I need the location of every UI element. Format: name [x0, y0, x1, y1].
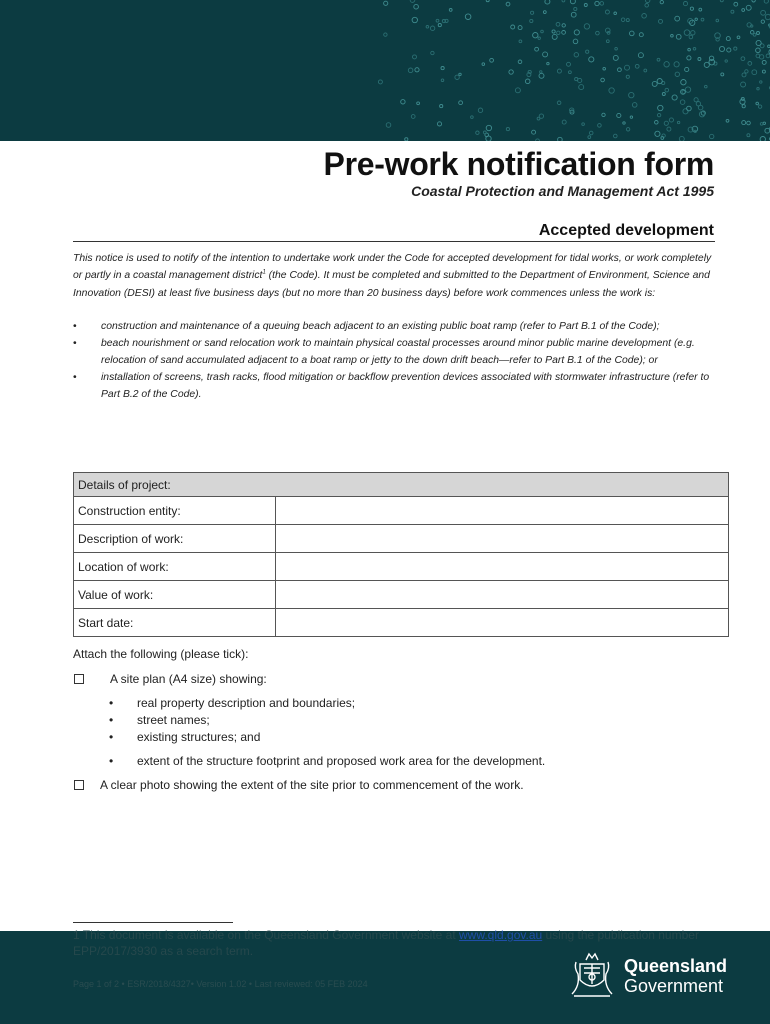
decorative-dot: [726, 119, 729, 122]
decorative-dot: [417, 102, 420, 105]
decorative-dot: [695, 18, 697, 20]
decorative-dot: [661, 137, 664, 140]
decorative-dot: [511, 25, 515, 29]
decorative-dot: [756, 102, 759, 105]
decorative-dot: [589, 57, 594, 62]
decorative-dot: [506, 2, 510, 6]
decorative-dot: [626, 128, 629, 131]
decorative-dot: [556, 22, 560, 26]
qld-website-link[interactable]: www.qld.gov.au: [459, 928, 543, 942]
decorative-dot: [562, 0, 565, 2]
description-of-work-field[interactable]: [276, 525, 729, 553]
decorative-dot: [506, 128, 509, 131]
decorative-dot: [688, 48, 691, 51]
decorative-dot: [614, 12, 617, 15]
decorative-dot: [655, 121, 659, 125]
decorative-dot: [486, 136, 491, 141]
decorative-dot: [747, 134, 750, 137]
decorative-dot: [621, 18, 625, 22]
decorative-dot: [664, 62, 669, 67]
decorative-dot: [679, 136, 684, 141]
decorative-dot: [562, 120, 566, 124]
decorative-dot: [646, 0, 650, 3]
decorative-dot: [639, 33, 643, 37]
decorative-dot: [415, 68, 419, 72]
decorative-dot: [761, 20, 764, 23]
decorative-dot: [615, 47, 618, 50]
decorative-dot: [741, 82, 746, 87]
decorative-dot: [545, 0, 550, 4]
list-item: • extent of the structure footprint and proposed work area for the development.: [109, 753, 545, 770]
decorative-dot: [606, 40, 609, 43]
decorative-dot: [701, 18, 704, 21]
decorative-dot: [680, 100, 685, 105]
decorative-dot: [574, 7, 577, 10]
list-item: • installation of screens, trash racks, flood mitigation or backflow prevention devices associated with stormwater infrastructure (refer to Part B.2 of the Code).: [73, 369, 718, 403]
decorative-dot: [618, 68, 622, 72]
decorative-dot: [676, 34, 681, 39]
decorative-dot: [671, 35, 674, 38]
decorative-dot: [449, 9, 452, 12]
decorative-dot: [515, 88, 520, 93]
page-title: Pre-work notification form: [323, 146, 714, 182]
decorative-dot: [471, 116, 474, 119]
value-of-work-field[interactable]: [276, 581, 729, 609]
decorative-dot: [762, 70, 765, 73]
decorative-dot: [625, 65, 630, 70]
construction-entity-field[interactable]: [276, 497, 729, 525]
document-meta: Page 1 of 2 • ESR/2018/4327• Version 1.02 • Last reviewed: 05 FEB 2024: [73, 979, 368, 989]
decorative-dot: [617, 113, 621, 117]
decorative-dot: [720, 0, 723, 2]
decorative-dot: [734, 2, 738, 6]
header-band: [0, 0, 770, 141]
decorative-dot: [614, 134, 618, 138]
decorative-dot: [569, 71, 572, 74]
start-date-label: Start date:: [74, 609, 276, 637]
site-plan-option: [74, 672, 267, 686]
decorative-dot: [574, 53, 578, 57]
list-item: • existing structures; and: [109, 729, 545, 746]
queensland-coat-of-arms-icon: [566, 950, 618, 1002]
decorative-dot: [746, 5, 751, 10]
logo-line-2: Government: [624, 976, 724, 996]
decorative-dot: [573, 39, 578, 44]
decorative-dot: [601, 78, 605, 82]
decorative-dot: [595, 1, 599, 5]
decorative-dot: [667, 127, 671, 131]
decorative-dot: [763, 122, 765, 124]
start-date-field[interactable]: [276, 609, 729, 637]
decorative-dot: [436, 19, 439, 22]
decorative-dot: [578, 78, 582, 82]
decorative-dot: [440, 105, 443, 108]
decorative-dot: [543, 11, 546, 14]
section-heading: Accepted development: [538, 222, 714, 239]
decorative-dot: [384, 1, 388, 5]
decorative-dot: [752, 70, 757, 75]
decorative-dot: [411, 115, 415, 119]
decorative-dot: [408, 68, 413, 73]
decorative-dot: [756, 48, 761, 53]
decorative-dot: [696, 102, 700, 106]
decorative-dot: [742, 105, 745, 108]
decorative-dot: [699, 112, 704, 117]
decorative-dot: [677, 121, 679, 123]
decorative-dot: [465, 14, 471, 20]
decorative-dot: [752, 0, 755, 2]
decorative-dot: [760, 137, 765, 142]
decorative-dot: [441, 79, 444, 82]
project-details-table: [73, 472, 729, 637]
decorative-dot: [582, 123, 585, 126]
description-of-work-label: Description of work:: [74, 525, 276, 553]
decorative-dot: [757, 88, 759, 90]
decorative-dot: [437, 122, 441, 126]
list-item: • street names;: [109, 712, 545, 729]
decorative-dot: [623, 122, 625, 124]
decorative-dot: [557, 101, 561, 105]
decorative-dot: [726, 37, 730, 41]
attach-instructions: Attach the following (please tick):: [73, 647, 249, 661]
decorative-dot: [672, 95, 677, 100]
decorative-dot: [721, 73, 724, 76]
decorative-dot: [630, 116, 632, 118]
decorative-dot: [742, 73, 746, 77]
decorative-dot: [584, 24, 589, 29]
decorative-dot: [742, 121, 746, 125]
decorative-dot: [756, 40, 761, 45]
decorative-dot: [609, 88, 614, 93]
decorative-dot: [562, 31, 566, 35]
decorative-dot: [430, 26, 434, 30]
decorative-dot: [655, 131, 660, 136]
decorative-dot: [525, 79, 530, 84]
decorative-dot: [571, 12, 576, 17]
decorative-dot: [758, 105, 761, 108]
decorative-dot: [596, 31, 600, 35]
decorative-dot: [652, 81, 657, 86]
decorative-dot: [685, 87, 690, 92]
decorative-dot: [709, 56, 713, 60]
decorative-dot: [584, 4, 587, 7]
decorative-dot: [669, 118, 673, 122]
decorative-dot: [635, 64, 639, 68]
decorative-dot: [588, 136, 591, 139]
decorative-dot: [698, 58, 701, 61]
decorative-dot: [737, 36, 740, 39]
decorative-dot: [482, 63, 485, 66]
decorative-dot: [681, 80, 686, 85]
decorative-dot: [765, 14, 770, 19]
list-item: • beach nourishment or sand relocation work to maintain physical coastal processes around minor public marine development (e.g. relocation of sand accumulated adjacent to a boat ramp or jetty to the down drift beach—refer to Part B.1 of the Code); or: [73, 335, 718, 369]
table-row: [74, 525, 729, 553]
decorative-dot: [378, 80, 382, 84]
decorative-dot: [658, 105, 663, 110]
decorative-dot: [478, 108, 482, 112]
decorative-dot: [536, 139, 540, 141]
location-of-work-field[interactable]: [276, 553, 729, 581]
decorative-dot: [598, 124, 602, 128]
photo-option: [74, 778, 524, 792]
decorative-dot: [483, 131, 486, 134]
decorative-dot: [699, 8, 702, 11]
decorative-dot: [690, 7, 693, 10]
decorative-dot: [684, 30, 690, 36]
decorative-dot: [552, 30, 555, 33]
decorative-dot: [664, 121, 668, 125]
decorative-dot: [539, 73, 544, 78]
decorative-dot: [685, 67, 689, 71]
decorative-dot: [539, 114, 543, 118]
footnote-divider: [73, 922, 233, 923]
decorative-dot: [543, 52, 548, 57]
decorative-dot: [741, 57, 745, 61]
construction-entity-label: Construction entity:: [74, 497, 276, 525]
decorative-dot: [412, 17, 417, 22]
decorative-dot: [455, 75, 459, 79]
decorative-dot: [629, 92, 634, 97]
decorative-dot: [413, 55, 417, 59]
decorative-dot: [476, 131, 479, 134]
decorative-dot: [731, 10, 734, 13]
decorative-dot: [662, 93, 665, 96]
act-subtitle: Coastal Protection and Management Act 1995: [411, 183, 714, 199]
heading-divider: [73, 241, 715, 242]
decorative-dot: [431, 51, 434, 54]
decorative-dot: [742, 9, 745, 12]
queensland-government-logo: [566, 950, 727, 1002]
decorative-dot: [691, 31, 695, 35]
decorative-dot: [727, 48, 731, 52]
decorative-dot: [605, 10, 609, 14]
decorative-dot: [426, 26, 429, 29]
logo-wordmark: [624, 956, 727, 996]
site-plan-requirements-list: [109, 695, 545, 770]
decorative-dot: [570, 0, 575, 4]
decorative-dot: [687, 106, 692, 111]
decorative-dot: [518, 26, 522, 30]
decorative-dot: [579, 85, 584, 90]
decorative-dot: [538, 37, 540, 39]
decorative-dot: [541, 30, 544, 33]
decorative-dot: [659, 19, 663, 23]
decorative-dot: [557, 31, 560, 34]
decorative-dot: [589, 131, 593, 135]
list-item: • construction and maintenance of a queuing beach adjacent to an existing public boat ramp (refer to Part B.1 of the Code);: [73, 318, 718, 335]
decorative-dot: [757, 32, 760, 35]
decorative-dot: [535, 47, 539, 51]
intro-text-1: This notice is used to notify of the intention to undertake work under the Code for accepted development for tidal works, or work completely or partly in a coastal management district: [73, 253, 712, 282]
decorative-dot: [532, 130, 536, 134]
decorative-dot: [660, 0, 663, 3]
decorative-dot: [665, 88, 669, 92]
decorative-dot: [626, 19, 629, 22]
decorative-dot: [762, 60, 766, 64]
decorative-dot: [748, 62, 752, 66]
decorative-dot: [674, 62, 679, 67]
decorative-dot: [558, 137, 563, 141]
intro-paragraph: [73, 250, 718, 302]
decorative-dot-pattern: [0, 0, 770, 141]
decorative-dot: [645, 4, 649, 8]
decorative-dot: [753, 33, 756, 36]
decorative-dot: [518, 60, 522, 64]
decorative-dot: [734, 47, 737, 50]
decorative-dot: [414, 4, 419, 9]
location-of-work-label: Location of work:: [74, 553, 276, 581]
decorative-dot: [657, 113, 660, 116]
decorative-dot: [642, 14, 647, 19]
decorative-dot: [705, 85, 708, 88]
list-item: • real property description and boundaries;: [109, 695, 545, 712]
footnote-ref[interactable]: 1: [262, 269, 266, 276]
decorative-dot: [540, 71, 542, 73]
decorative-dot: [552, 34, 557, 39]
decorative-dot: [687, 56, 691, 60]
decorative-dot: [567, 62, 571, 66]
table-row: [74, 609, 729, 637]
decorative-dot: [630, 31, 635, 36]
decorative-dot: [519, 40, 522, 43]
table-row: [74, 581, 729, 609]
decorative-dot: [704, 62, 709, 67]
decorative-dot: [719, 46, 724, 51]
footnote-text-1: 1 This document is available on the Queensland Government website at: [73, 928, 460, 942]
decorative-dot: [490, 58, 494, 62]
decorative-dot: [766, 54, 770, 58]
decorative-dot: [602, 113, 605, 116]
decorative-dot: [764, 0, 768, 3]
decorative-dot: [459, 101, 463, 105]
decorative-dot: [716, 19, 719, 22]
decorative-dot: [657, 58, 660, 61]
decorative-dot: [710, 134, 714, 138]
value-of-work-label: Value of work:: [74, 581, 276, 609]
decorative-dot: [745, 70, 748, 73]
decorative-dot: [574, 30, 579, 35]
decorative-dot: [626, 75, 629, 78]
decorative-dot: [747, 121, 751, 125]
decorative-dot: [693, 48, 696, 51]
decorative-dot: [531, 11, 534, 14]
decorative-dot: [384, 33, 387, 36]
decorative-dot: [438, 24, 441, 27]
decorative-dot: [486, 125, 491, 130]
decorative-dot: [689, 35, 693, 39]
decorative-dot: [760, 81, 762, 83]
decorative-dot: [657, 79, 662, 84]
decorative-dot: [725, 60, 727, 62]
decorative-dot: [459, 73, 461, 75]
photo-label: A clear photo showing the extent of the site prior to commencement of the work.: [100, 778, 524, 792]
decorative-dot: [410, 0, 415, 2]
table-row: [74, 497, 729, 525]
decorative-dot: [675, 16, 680, 21]
decorative-dot: [547, 62, 549, 64]
decorative-dot: [557, 69, 561, 73]
decorative-dot: [761, 10, 766, 15]
decorative-dot: [600, 2, 604, 6]
decorative-dot: [405, 138, 408, 141]
decorative-dot: [441, 67, 444, 70]
decorative-dot: [683, 2, 687, 6]
decorative-dot: [509, 70, 513, 74]
decorative-dot: [533, 33, 538, 38]
decorative-dot: [613, 55, 618, 60]
logo-line-1: Queensland: [624, 956, 728, 976]
decorative-dot: [586, 50, 589, 53]
intro-text-2: (the Code). It must be completed and submitted to the Department of Environment, Science and Innovation (DESI) at least five business days (but no more than 20 business days) before work commences unless the work is:: [73, 270, 710, 299]
decorative-dot: [603, 67, 606, 70]
footnote-text-2: using the publication number EPP/2017/3930 as a search term.: [73, 928, 699, 958]
decorative-dot: [638, 53, 643, 58]
decorative-dot: [562, 24, 565, 27]
site-plan-label: A site plan (A4 size) showing:: [110, 672, 267, 686]
decorative-dot: [530, 19, 533, 22]
site-plan-checkbox[interactable]: [74, 674, 84, 684]
table-row: [74, 553, 729, 581]
table-heading: Details of project:: [74, 473, 729, 497]
decorative-dot: [644, 69, 647, 72]
decorative-dot: [675, 72, 679, 76]
photo-checkbox[interactable]: [74, 780, 84, 790]
decorative-dot: [386, 123, 391, 128]
decorative-dot: [760, 123, 763, 126]
table-header-row: [74, 473, 729, 497]
decorative-dot: [632, 103, 637, 108]
decorative-dot: [401, 100, 405, 104]
work-types-list: [73, 318, 718, 403]
decorative-dot: [486, 0, 489, 2]
